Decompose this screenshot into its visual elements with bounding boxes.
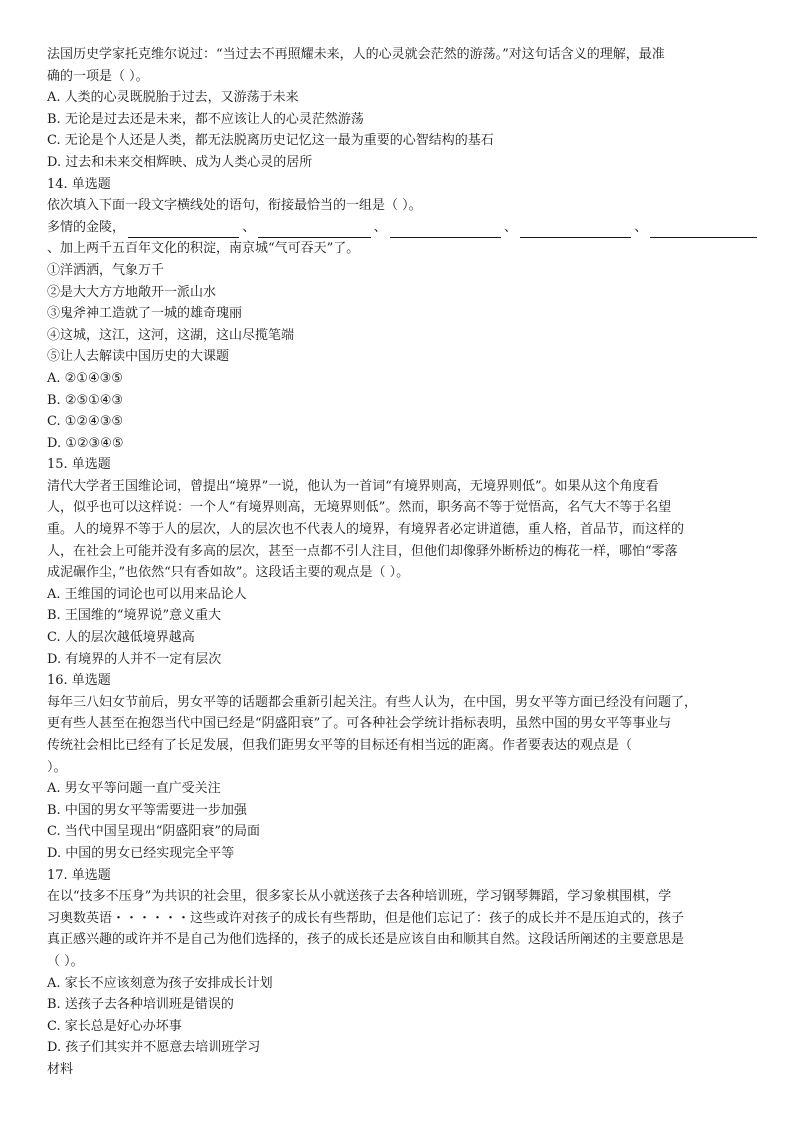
option-b[interactable]: B. ②⑤①④③: [47, 392, 124, 408]
blank-3: [390, 223, 501, 238]
question-15: [47, 454, 760, 670]
question-stem: 传统社会相比已经有了长足发展，但我们距男女平等的目标还有相当远的距离。作者要表达的观点是（: [47, 738, 633, 753]
blank-4: [520, 223, 631, 238]
option-d[interactable]: D. 中国的男女已经实现完全平等: [47, 845, 235, 861]
question-header: 15. 单选题: [47, 457, 111, 473]
question-stem: 人，在社会上可能并没有多高的层次，甚至一点都不引人注目，但他们却像驿外断桥边的梅花一样，哪怕“零落: [47, 543, 678, 559]
list-item: ②是大大方方地敞开一派山水: [47, 284, 217, 300]
question-header: 16. 单选题: [47, 673, 111, 689]
option-c[interactable]: C. 家长总是好心办坏事: [47, 1018, 182, 1034]
list-item: ④这城，这江，这河，这湖，这山尽揽笔端: [47, 327, 295, 343]
option-c[interactable]: C. 无论是个人还是人类，都无法脱离历史记忆这一最为重要的心智结构的基石: [47, 133, 494, 149]
option-b[interactable]: B. 中国的男女平等需要进一步加强: [47, 802, 247, 818]
blank-separator: 、: [242, 219, 256, 235]
blank-separator: 、: [504, 219, 518, 235]
option-a[interactable]: A. 家长不应该刻意为孩子安排成长计划: [47, 975, 273, 991]
fill-in-blanks-line: [47, 217, 760, 239]
question-stem: 法国历史学家托克维尔说过：“当过去不再照耀未来，人的心灵就会茫然的游荡。”对这句话含义的理解，最准: [47, 47, 665, 62]
question-stem: 每年三八妇女节前后，男女平等的话题都会重新引起关注。有些人认为，在中国，男女平等方面已经没有问题了，: [47, 694, 698, 710]
option-c[interactable]: C. ①②④③⑤: [47, 414, 124, 430]
option-d[interactable]: D. 孩子们其实并不愿意去培训班学习: [47, 1040, 261, 1056]
question-stem: 依次填入下面一段文字横线处的语句，衔接最恰当的一组是（ ）。: [47, 198, 422, 214]
option-c[interactable]: C. 人的层次越低境界越高: [47, 630, 195, 646]
option-d[interactable]: D. 有境界的人并不一定有层次: [47, 651, 222, 667]
question-stem: 人，似乎也可以这样说：一个人“有境界则高，无境界则低”。然而，职务高不等于觉悟高，名气大不等于名望: [47, 500, 672, 516]
blank-5: [650, 223, 757, 238]
question-stem: 清代大学者王国维论词，曾提出“境界”一说，他认为一首词“有境界则高，无境界则低”。如果从这个角度看: [47, 478, 659, 494]
blank-separator: 、: [634, 219, 648, 235]
option-c[interactable]: C. 当代中国呈现出“阴盛阳衰”的局面: [47, 824, 261, 840]
option-d[interactable]: D. ①②③④⑤: [47, 435, 124, 451]
option-a[interactable]: A. ②①④③⑤: [47, 370, 123, 386]
question-header: 14. 单选题: [47, 176, 111, 192]
option-a[interactable]: A. 人类的心灵既脱胎于过去，又游荡于未来: [47, 90, 299, 106]
question-stem: 确的一项是（ ）。: [47, 68, 149, 84]
blank-prefix: 多情的金陵，: [47, 219, 126, 235]
question-13: [47, 44, 760, 174]
section-heading: 材料: [47, 1061, 74, 1077]
question-stem: 真正感兴趣的或许并不是自己为他们选择的，孩子的成长还是应该自由和顺其自然。这段话所阐述的主要意思是: [47, 932, 685, 948]
list-item: ③鬼斧神工造就了一城的雄奇瑰丽: [47, 306, 243, 322]
blank-2: [258, 223, 370, 238]
question-stem: 在以“技多不压身”为共识的社会里，很多家长从小就送孩子去各种培训班，学习钢琴舞蹈，学习象棋围棋，学: [47, 889, 672, 905]
question-17: [47, 865, 760, 1059]
question-14: [47, 174, 760, 455]
option-b[interactable]: B. 无论是过去还是未来，都不应该让人的心灵茫然游荡: [47, 111, 364, 127]
question-stem: ）。: [47, 759, 67, 775]
blank-continuation: 、加上两千五百年文化的积淀，南京城“气可吞天”了。: [47, 241, 360, 257]
option-d[interactable]: D. 过去和未来交相辉映、成为人类心灵的居所: [47, 154, 313, 170]
question-stem: 成泥碾作尘，”也依然“只有香如故”。这段话主要的观点是（ ）。: [47, 565, 410, 581]
list-item: ①洋洒洒，气象万千: [47, 262, 165, 278]
list-item: ⑤让人去解读中国历史的大课题: [47, 349, 230, 365]
option-a[interactable]: A. 男女平等问题一直广受关注: [47, 781, 221, 797]
blank-separator: 、: [373, 219, 387, 235]
question-stem: 更有些人甚至在抱怨当代中国已经是“阴盛阳衰”了。可各种社会学统计指标表明，虽然中国的男女平等事业与: [47, 716, 672, 732]
question-stem: 重。人的境界不等于人的层次，人的层次也不代表人的境界，有境界者必定讲道德，重人格，首品节，而这样的: [47, 522, 685, 538]
question-stem: （ ）。: [47, 953, 84, 969]
option-b[interactable]: B. 送孩子去各种培训班是错误的: [47, 997, 234, 1013]
option-b[interactable]: B. 王国维的“境界说”意义重大: [47, 608, 222, 624]
blank-1: [128, 223, 239, 238]
question-16: [47, 670, 760, 864]
option-a[interactable]: A. 王维国的词论也可以用来品论人: [47, 586, 247, 602]
question-header: 17. 单选题: [47, 867, 111, 883]
question-stem: 习奥数英语・・・・・・这些或许对孩子的成长有些帮助，但是他们忘记了：孩子的成长并不是压迫式的，孩子: [47, 910, 685, 926]
